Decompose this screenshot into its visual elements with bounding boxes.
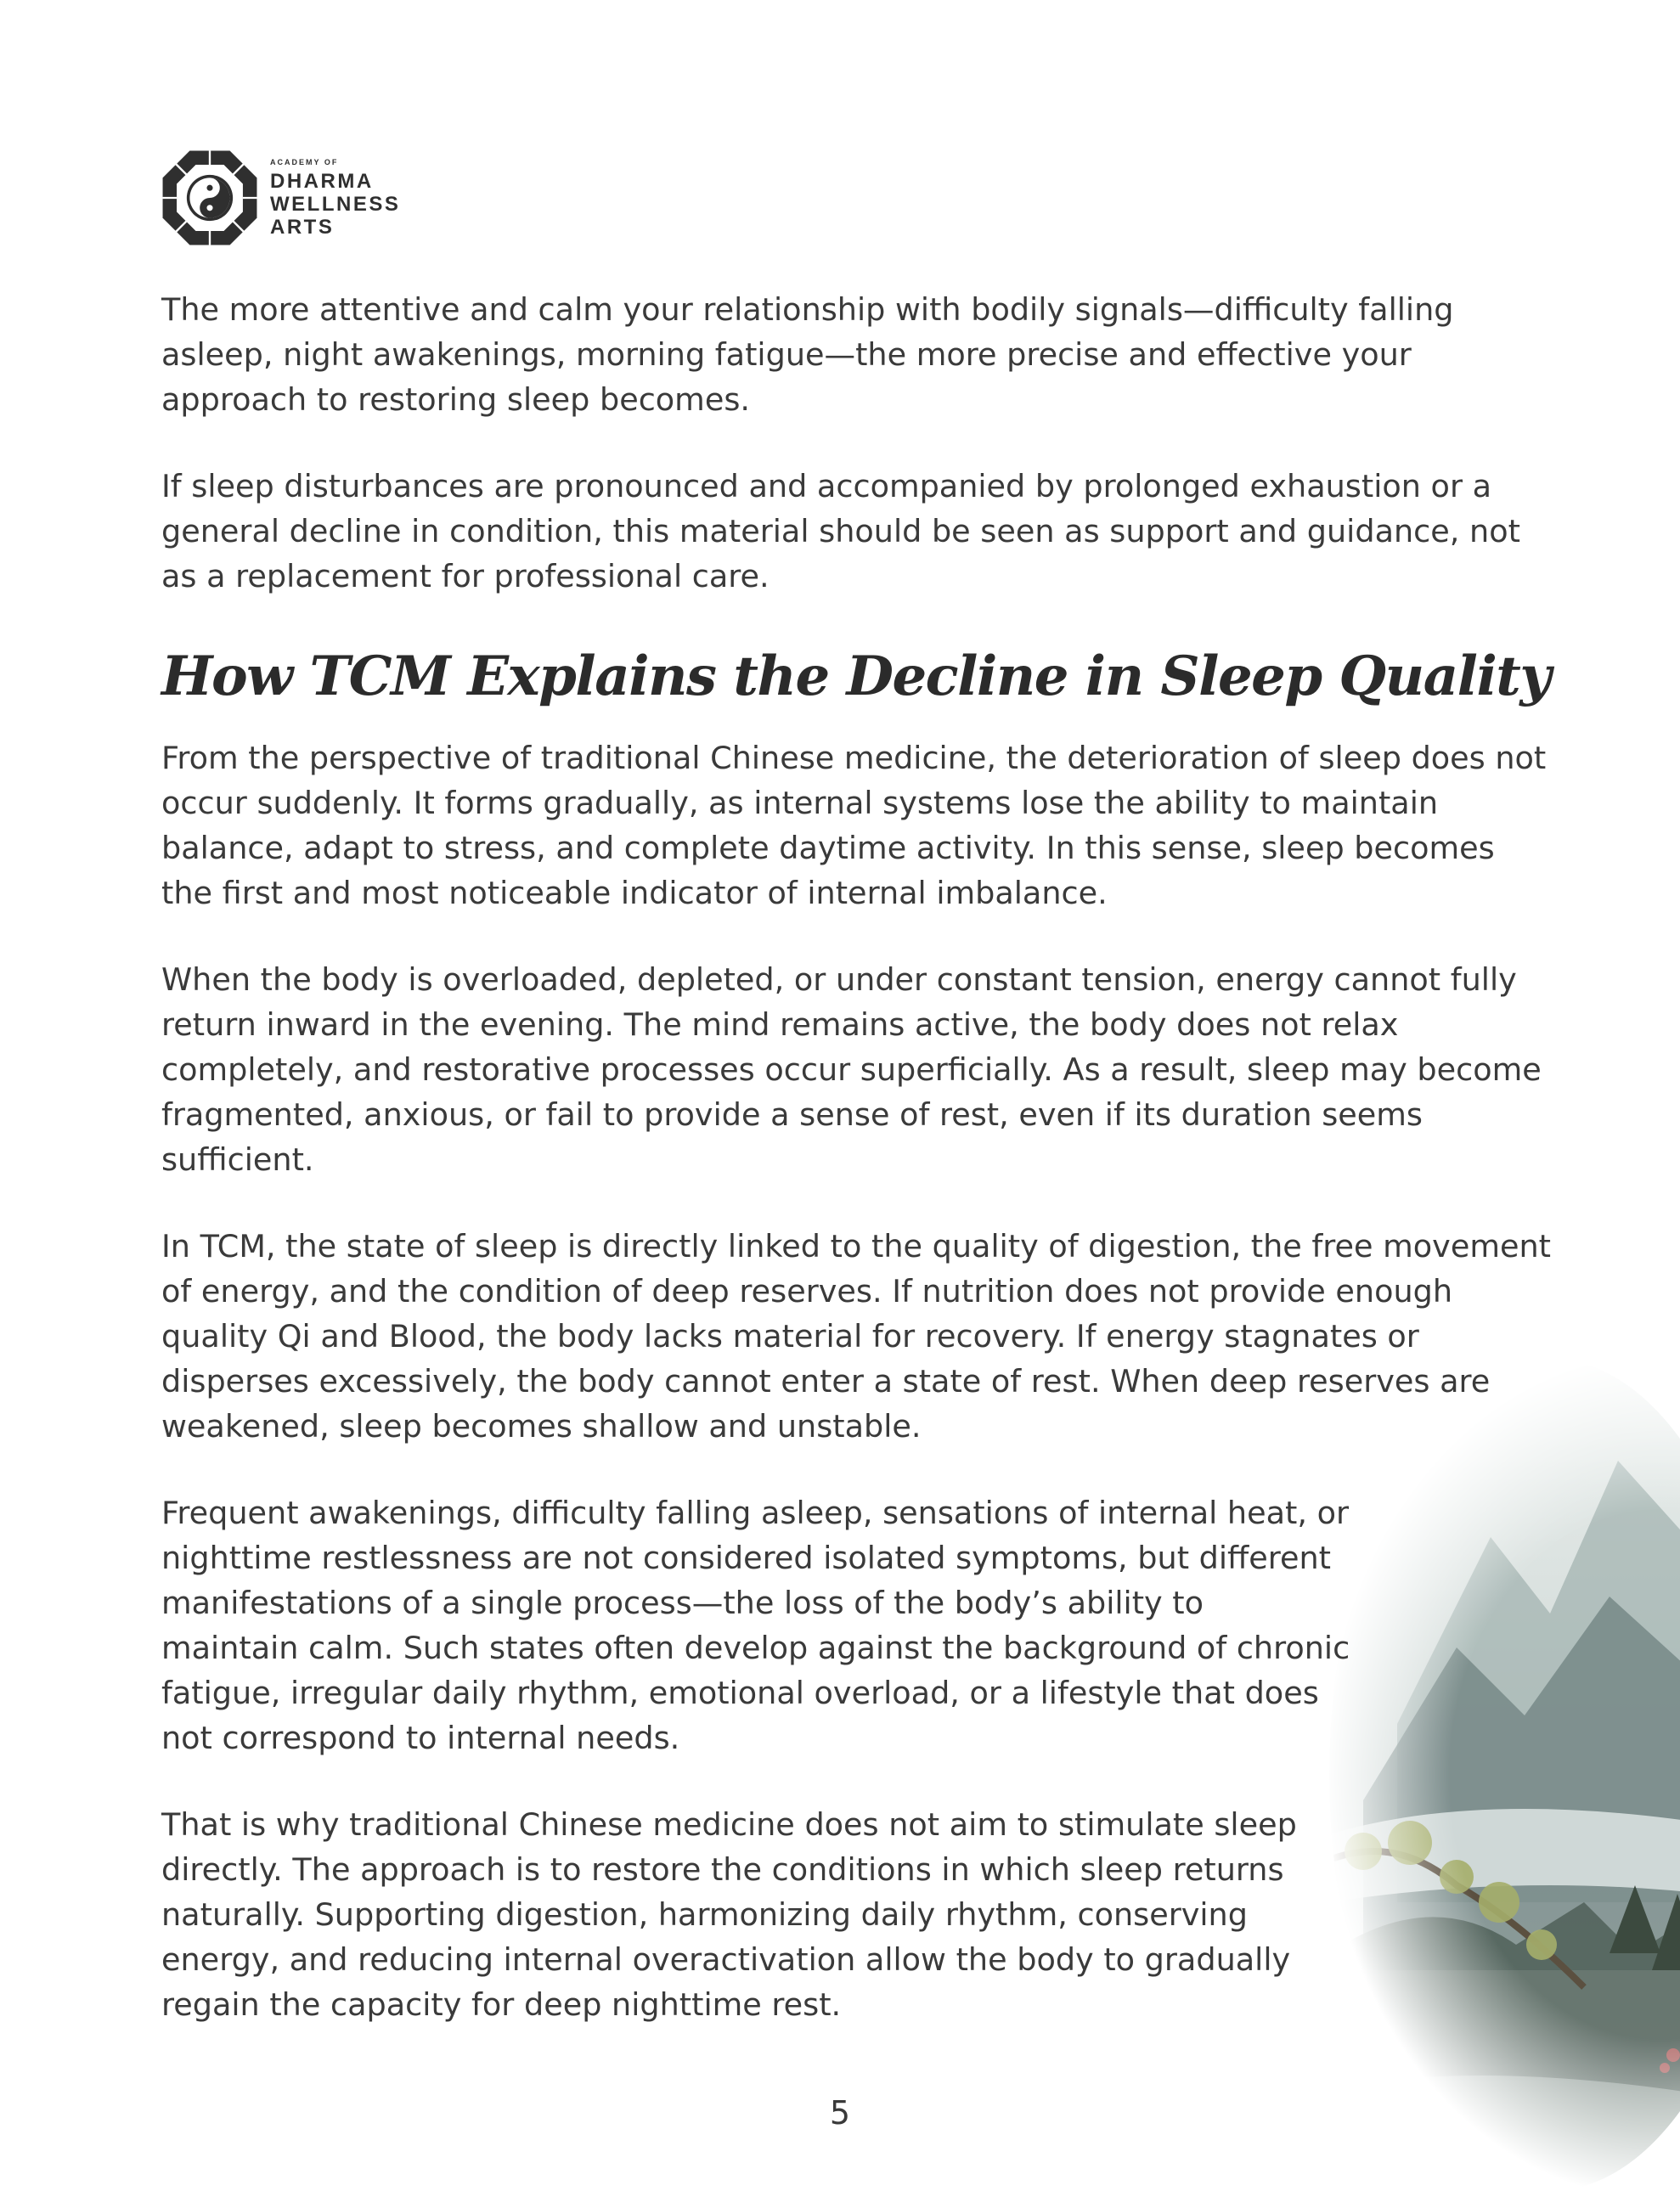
page-content xyxy=(161,287,1554,2069)
academy-logo xyxy=(160,148,400,248)
logo-line-1: DHARMA xyxy=(270,169,374,193)
bagua-yin-yang-icon xyxy=(160,148,260,248)
section-paragraph-5: That is why traditional Chinese medicine does not aim to stimulate sleep directly. The approach is to restore the conditions in which sleep returns naturally. Supporting digestion, harmonizing daily rhythm, conserving energy, and reducing internal overactivation allow the body to gradually regain the capacity for deep nighttime rest. xyxy=(161,1806,1297,2023)
section-heading: How TCM Explains the Decline in Sleep Quality xyxy=(161,645,1551,708)
logo-wordmark xyxy=(270,158,400,239)
page-number: 5 xyxy=(829,2094,851,2132)
section-paragraph-1: From the perspective of traditional Chinese medicine, the deterioration of sleep does not occur suddenly. It forms gradually, as internal systems lose the ability to maintain balance, adapt to stress, and complete daytime activity. In this sense, sleep becomes the first and most noticeable indicator of internal imbalance. xyxy=(161,740,1547,911)
intro-paragraph-2: If sleep disturbances are pronounced and accompanied by prolonged exhaustion or a general decline in condition, this material should be seen as support and guidance, not as a replacement for professional care. xyxy=(161,468,1520,594)
section-paragraph-4: Frequent awakenings, difficulty falling asleep, sensations of internal heat, or nighttime restlessness are not considered isolated symptoms, but different manifestations of a single process—the loss of the body’s ability to maintain calm. Such states often develop against the background of chronic fatigue, irregular daily rhythm, emotional overload, or a lifestyle that does not correspond to internal needs. xyxy=(161,1495,1350,1756)
logo-small-text: ACADEMY OF xyxy=(270,157,339,166)
intro-paragraph-1: The more attentive and calm your relationship with bodily signals—difficulty falling asleep, night awakenings, morning fatigue—the more precise and effective your approach to restoring sleep becomes. xyxy=(161,291,1454,418)
section-paragraph-2: When the body is overloaded, depleted, or under constant tension, energy cannot fully return inward in the evening. The mind remains active, the body does not relax completely, and restorative processes occur superficially. As a result, sleep may become fragmented, anxious, or fail to provide a sense of rest, even if its duration seems sufficient. xyxy=(161,961,1542,1178)
section-paragraph-3: In TCM, the state of sleep is directly linked to the quality of digestion, the free movement of energy, and the condition of deep reserves. If nutrition does not provide enough quality Qi and Blood, the body lacks material for recovery. If energy stagnates or disperses excessively, the body cannot enter a state of rest. When deep reserves are weakened, sleep becomes shallow and unstable. xyxy=(161,1228,1551,1445)
logo-line-3: ARTS xyxy=(270,215,335,239)
logo-line-2: WELLNESS xyxy=(270,192,401,216)
